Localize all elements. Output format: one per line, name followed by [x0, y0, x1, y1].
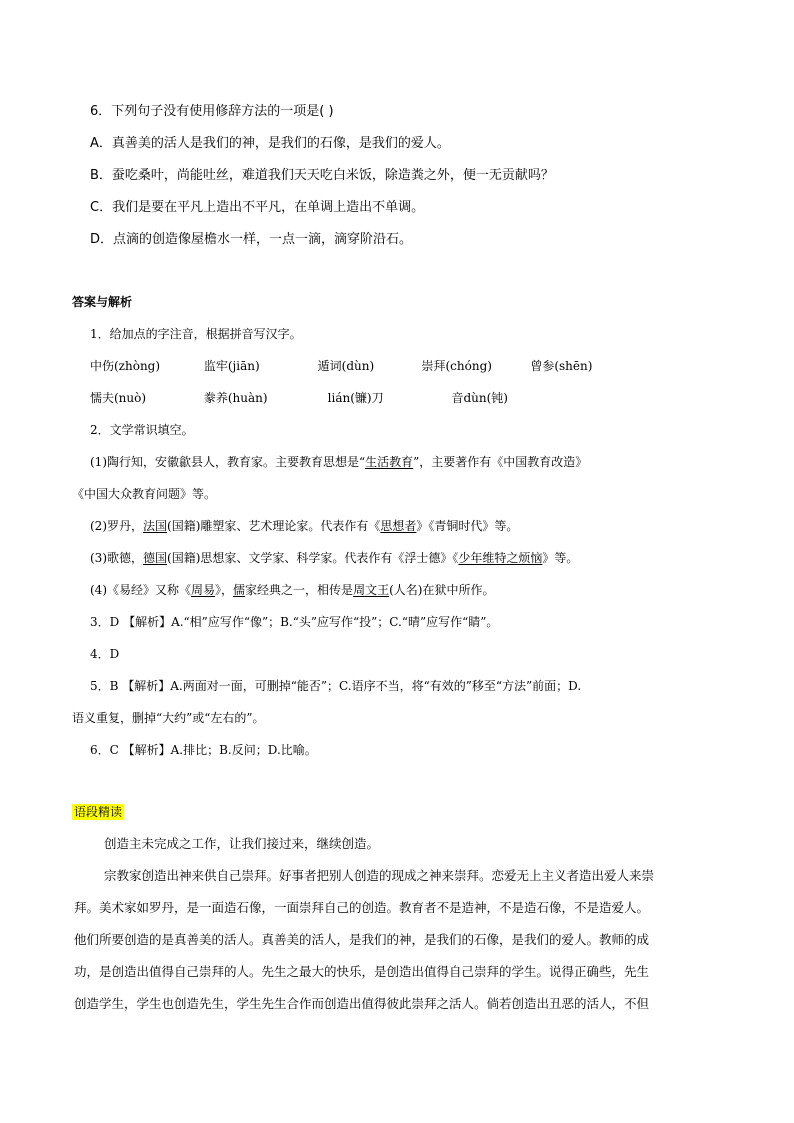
text-span: (国籍)雕塑家、艺术理论家。代表作有《 — [167, 519, 381, 533]
answer-4: 4．D — [90, 647, 120, 661]
underlined-answer: 德国 — [143, 551, 168, 565]
answers-heading: 答案与解析 — [72, 295, 133, 309]
reading-label: 语段精读 — [74, 805, 123, 819]
pinyin-item: 遁词(dùn) — [317, 359, 375, 373]
question-6-option-d: D．点滴的创造像屋檐水一样，一点一滴，滴穿阶沿石。 — [90, 232, 413, 247]
reading-paragraph-2-line: 宗教家创造出神来供自己崇拜。好事者把别人创造的现成之神来崇拜。恋爱无上主义者造出爱人来崇 — [104, 868, 655, 883]
underlined-answer: 生活教育 — [365, 455, 414, 469]
answer-2-line-2: 《中国大众教育问题》等。 — [72, 487, 217, 501]
answer-6: 6．C 【解析】A.排比；B.反问；D.比喻。 — [90, 743, 317, 757]
answer-3: 3．D 【解析】A.“相”应写作“像”；B.“头”应写作“投”；C.“晴”应写作“睛”。 — [90, 615, 499, 629]
underlined-answer: 周易 — [191, 583, 216, 597]
answer-1-row-1 — [90, 356, 630, 376]
answer-2-line-3 — [90, 516, 518, 536]
answer-5-line-2: 语义重复，删掉“大约”或“左右的”。 — [72, 711, 265, 725]
pinyin-item: 懦夫(nuò) — [90, 391, 147, 405]
answer-1-title: 1．给加点的字注音，根据拼音写汉字。 — [90, 327, 302, 341]
text-span: 》《青铜时代》等。 — [416, 519, 519, 533]
answer-2-title: 2．文学常识填空。 — [90, 423, 194, 437]
question-6-option-b: B．蚕吃桑叶，尚能吐丝，难道我们天天吃白米饭，除造粪之外，便一无贡献吗？ — [90, 168, 554, 183]
text-span: (人名)在狱中所作。 — [389, 583, 495, 597]
question-6-option-a: A．真善美的活人是我们的神，是我们的石像，是我们的爱人。 — [90, 136, 450, 151]
reading-paragraph-2-line: 拜。美术家如罗丹，是一面造石像，一面崇拜自己的创造。教育者不是造神，不是造石像，不是造爱人。 — [74, 900, 650, 915]
text-span: (2)罗丹， — [90, 519, 143, 533]
text-span: 》等。 — [542, 551, 579, 565]
text-span: 家经典之一，相传是 — [245, 583, 354, 597]
text-span: (4)《易经》又称《 — [90, 583, 191, 597]
text-span: (国籍)思想家、文学家、科学家。代表作有《浮士德》《 — [167, 551, 459, 565]
underlined-answer: 少年维特之烦恼 — [458, 551, 543, 565]
underlined-answer: 周文王 — [353, 583, 390, 597]
pinyin-item: 中伤(zhòng) — [90, 359, 161, 373]
pinyin-item: lián(镰)刀 — [327, 391, 384, 405]
question-6-stem: 6．下列句子没有使用修辞方法的一项是( ) — [90, 104, 334, 119]
pinyin-item: 音dùn(钝) — [451, 391, 508, 405]
reading-label-wrap — [72, 802, 124, 823]
reading-paragraph-1: 创造主未完成之工作，让我们接过来，继续创造。 — [104, 836, 380, 851]
pinyin-item: 监牢(jiān) — [203, 359, 260, 373]
underlined-answer: 法国 — [143, 519, 168, 533]
pinyin-item: 豢养(huàn) — [203, 391, 268, 405]
reading-paragraph-2-line: 他们所要创造的是真善美的活人。真善美的活人，是我们的神，是我们的石像，是我们的爱人。教师的成 — [74, 932, 650, 947]
answer-2-line-4 — [90, 548, 578, 568]
text-span: (1)陶行知，安徽歙县人，教育家。主要教育思想是“ — [90, 455, 366, 469]
question-6-option-c: C．我们是要在平凡上造出不平凡，在单调上造出不单调。 — [90, 200, 425, 215]
text-span: (3)歌德， — [90, 551, 143, 565]
answer-2-line-1 — [90, 452, 587, 472]
underlined-answer: 思想者 — [380, 519, 417, 533]
reading-paragraph-2-line: 创造学生，学生也创造先生，学生先生合作而创造出值得彼此崇拜之活人。倘若创造出丑恶的活人，不但 — [74, 996, 650, 1011]
text-span: 》， — [215, 583, 234, 597]
pinyin-item: 崇拜(chóng) — [421, 359, 492, 373]
answer-5-line-1: 5．B 【解析】A.两面对一面，可删掉“能否”；C.语序不当，将“有效的”移至“方法”前面；D. — [90, 679, 582, 693]
pinyin-item: 曾参(shēn) — [530, 359, 593, 373]
text-span: ”，主要著作有《中国教育改造》 — [413, 455, 588, 469]
underlined-answer: 儒 — [233, 583, 246, 597]
answer-1-row-2 — [90, 388, 551, 408]
reading-paragraph-2-line: 功，是创造出值得自己崇拜的人。先生之最大的快乐，是创造出值得自己崇拜的学生。说得正确些，先生 — [74, 964, 650, 979]
answer-2-line-5 — [90, 580, 494, 600]
